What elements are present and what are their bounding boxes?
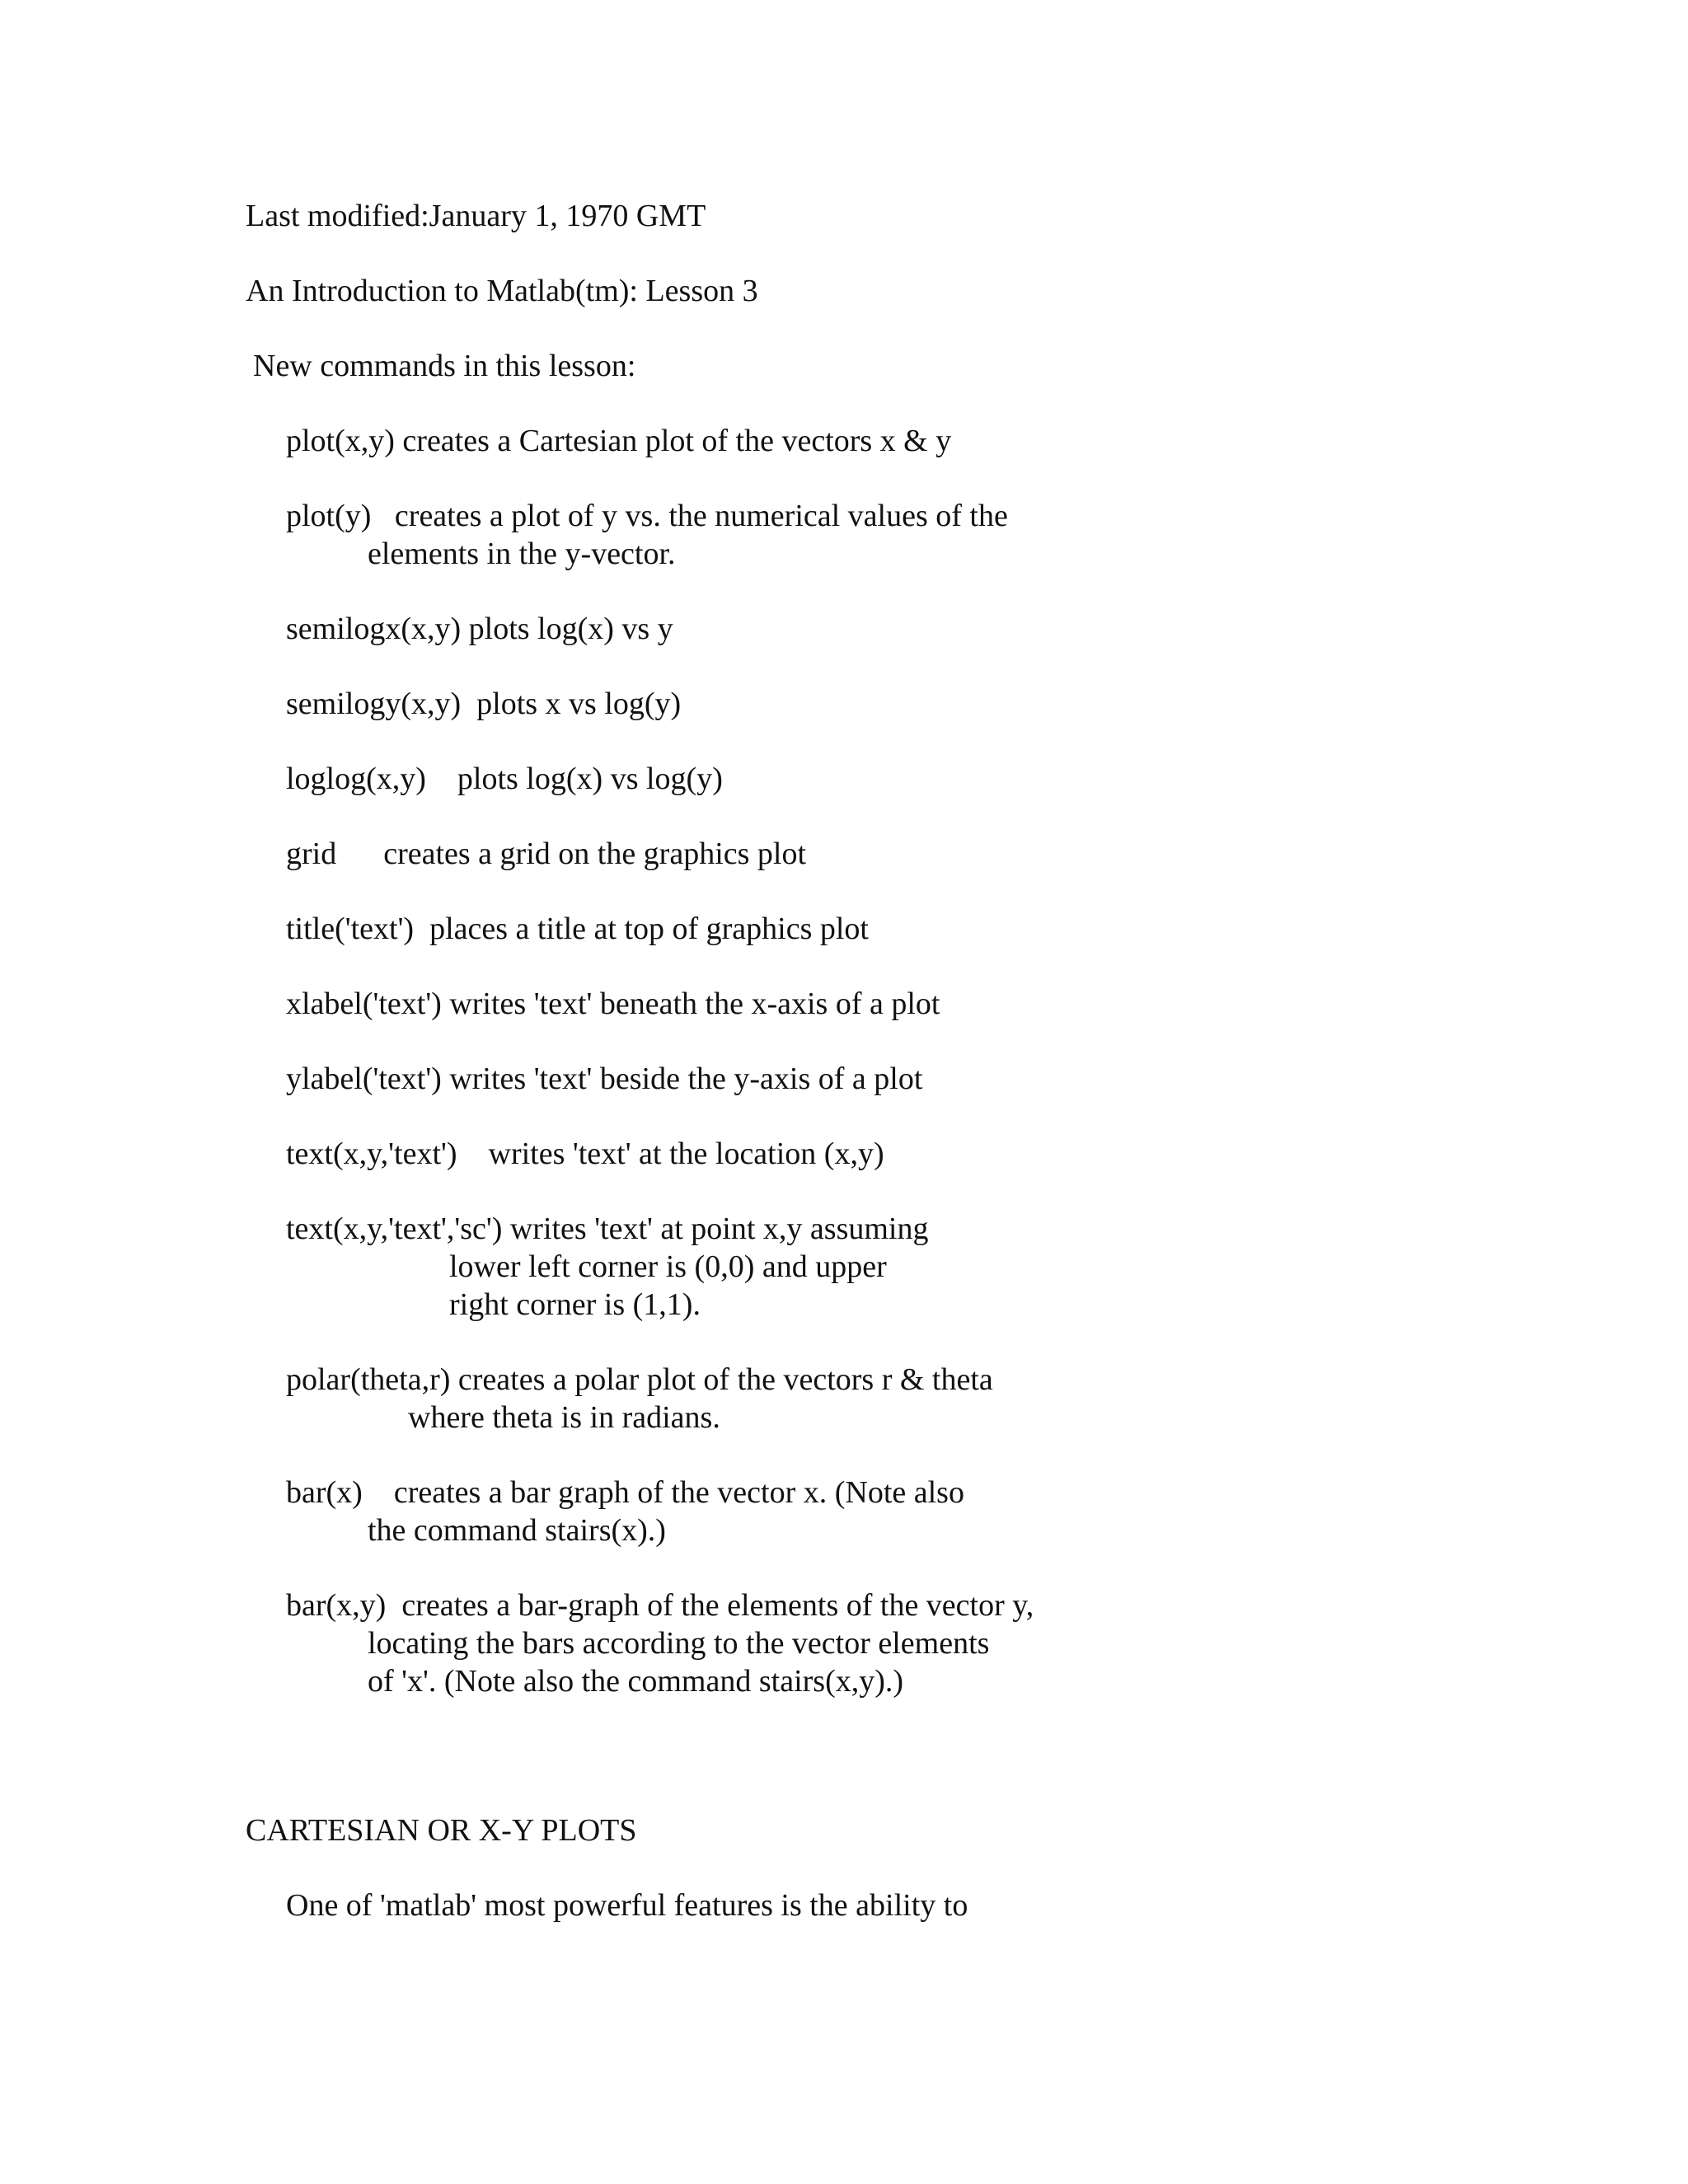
cmd-semilogx: semilogx(x,y) plots log(x) vs y <box>286 612 673 646</box>
cmd-text-sc-cont-2: right corner is (1,1). <box>449 1287 701 1322</box>
cmd-text-sc-cont-1: lower left corner is (0,0) and upper <box>449 1249 887 1284</box>
cmd-text-sc: text(x,y,'text','sc') writes 'text' at point x,y assuming <box>286 1212 929 1246</box>
cmd-xlabel: xlabel('text') writes 'text' beneath the x-axis of a plot <box>286 987 940 1021</box>
cmd-polar-cont: where theta is in radians. <box>408 1400 720 1435</box>
section-heading: CARTESIAN OR X-Y PLOTS <box>246 1813 637 1848</box>
cmd-grid: grid creates a grid on the graphics plot <box>286 837 807 871</box>
cmd-ylabel: ylabel('text') writes 'text' beside the y-axis of a plot <box>286 1062 923 1096</box>
cmd-bar-x: bar(x) creates a bar graph of the vector x. (Note also <box>286 1475 964 1510</box>
cmd-plot-y-cont: elements in the y-vector. <box>368 537 676 571</box>
cmd-bar-xy-cont-2: of 'x'. (Note also the command stairs(x,y).) <box>368 1664 904 1699</box>
cmd-semilogy: semilogy(x,y) plots x vs log(y) <box>286 687 682 721</box>
cmd-plot-y: plot(y) creates a plot of y vs. the numerical values of the <box>286 499 1008 533</box>
cmd-plot-xy: plot(x,y) creates a Cartesian plot of the vectors x & y <box>286 424 952 458</box>
cmd-bar-xy-cont-1: locating the bars according to the vector elements <box>368 1626 990 1661</box>
cmd-bar-xy: bar(x,y) creates a bar-graph of the elements of the vector y, <box>286 1588 1034 1623</box>
cmd-polar: polar(theta,r) creates a polar plot of the vectors r & theta <box>286 1362 993 1397</box>
cmd-text-xy: text(x,y,'text') writes 'text' at the location (x,y) <box>286 1137 884 1171</box>
section-paragraph: One of 'matlab' most powerful features is the ability to <box>286 1888 968 1923</box>
page-title: An Introduction to Matlab(tm): Lesson 3 <box>246 274 758 308</box>
intro-line: New commands in this lesson: <box>253 349 636 383</box>
last-modified: Last modified:January 1, 1970 GMT <box>246 199 706 233</box>
cmd-bar-x-cont: the command stairs(x).) <box>368 1513 666 1548</box>
cmd-loglog: loglog(x,y) plots log(x) vs log(y) <box>286 762 723 796</box>
cmd-title: title('text') places a title at top of graphics plot <box>286 912 869 946</box>
